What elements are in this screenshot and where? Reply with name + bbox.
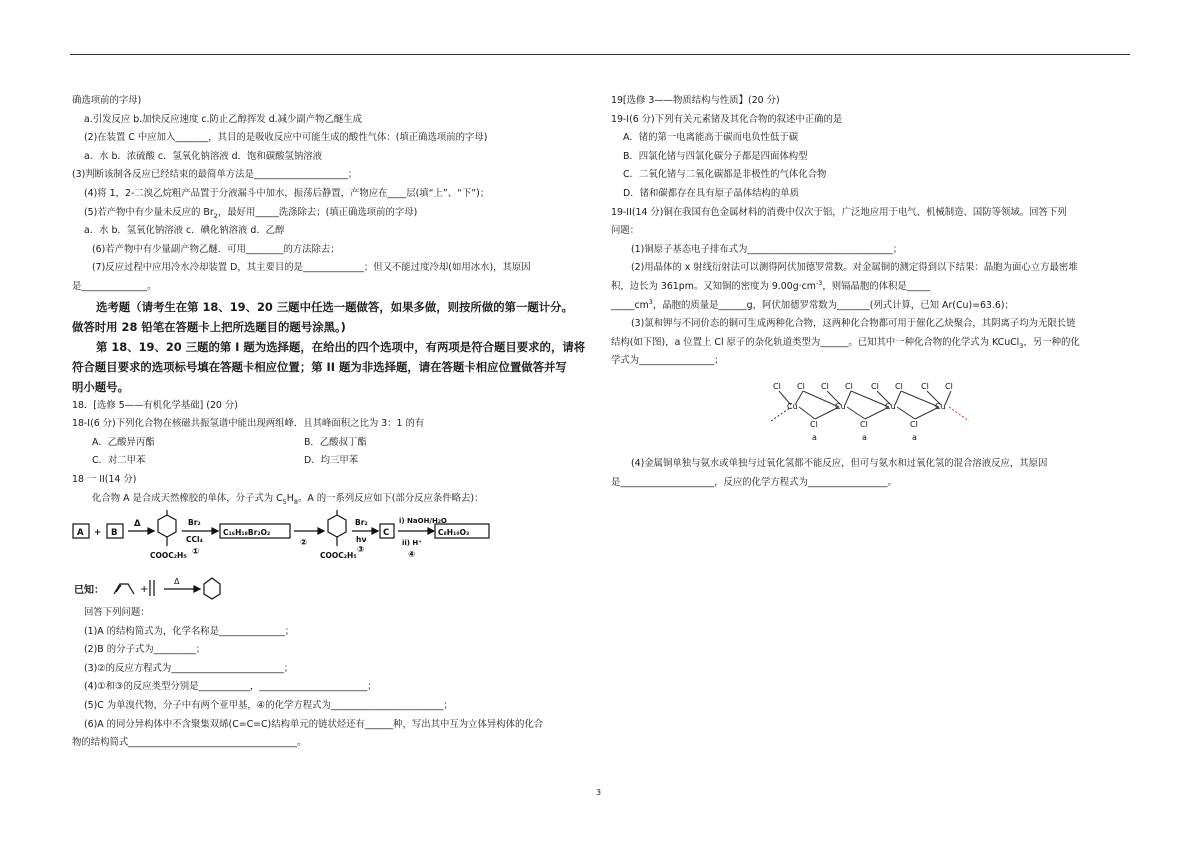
instruction-bold: 第 18、19、20 三题的第 I 题为选择题，在给出的四个选项中，有两项是符合题目要求的，请将 xyxy=(96,339,586,354)
question-line: (4)①和③的反应类型分别是___________，_______________________； xyxy=(84,681,377,693)
chain-bond xyxy=(851,391,889,407)
step-1: ① xyxy=(192,547,200,558)
question-line: (4)金属铜单独与氨水或单独与过氧化氢都不能反应，但可与氨水和过氧化氢的混合溶液反应，其原因 xyxy=(631,457,1048,469)
right-column xyxy=(611,92,1131,492)
reagent-br2: Br₂ xyxy=(355,518,368,528)
question-line: (4)将 1，2-二溴乙烷粗产品置于分液漏斗中加水，振荡后静置，产物应在____层(填“上”、“下”)； xyxy=(84,187,490,199)
question-line: (2)B 的分子式为_________； xyxy=(84,644,206,656)
reaction-scheme xyxy=(72,510,592,572)
reagent-naoh: i) NaOH/H₂O xyxy=(399,517,447,526)
atom-cl: Cl xyxy=(821,381,829,391)
atom-cl: Cl xyxy=(845,381,853,391)
atom-cl: Cl xyxy=(895,381,903,391)
reaction-scheme-diagram xyxy=(72,510,492,572)
atom-cl: Cl xyxy=(871,381,879,391)
text-run: ，另一种的化 xyxy=(1023,336,1080,348)
atom-cu: Cu xyxy=(787,401,798,411)
atom-cl: Cl xyxy=(810,419,818,429)
text-line: 问题： xyxy=(611,225,640,237)
question-line xyxy=(611,334,1131,353)
question-line: (3)②的反应方程式为________________________； xyxy=(84,662,294,674)
text-run: (5)若产物中有少量未反应的 Br xyxy=(84,206,214,218)
chain-bond xyxy=(845,391,851,405)
text-run: 化合物 A 是合成天然橡胶的单体，分子式为 C xyxy=(92,492,283,504)
chain-bond xyxy=(901,391,939,407)
question-line: (6)若产物中有少量副产物乙醚．可用________的方法除去； xyxy=(92,243,340,255)
chain-bond xyxy=(949,407,969,421)
question-line xyxy=(72,204,592,223)
question-line: (3)判断该制各反应已经结束的最简单方法是____________________； xyxy=(72,169,358,181)
atom-cl: Cl xyxy=(797,381,805,391)
cyclohexene-ring xyxy=(158,515,176,537)
reagent-br2: Br₂ xyxy=(188,518,201,528)
delta-label: Δ xyxy=(174,577,180,587)
text-run: 。A 的一系列反应如下(部分反应条件略去)： xyxy=(298,492,484,504)
position-a: a xyxy=(862,432,867,442)
arrow-head xyxy=(194,586,200,592)
section-title: 19[选修 3——物质结构与性质】(20 分) xyxy=(611,95,780,106)
question-line: (1)铜原子基态电子排布式为_______________________________； xyxy=(631,243,903,255)
superscript: -3 xyxy=(815,278,823,287)
ester-label: COOC₂H₅ xyxy=(150,551,187,561)
atom-cl: Cl xyxy=(860,419,868,429)
atom-cl: Cl xyxy=(921,381,929,391)
option-b: B．四氯化锗与四氯化碳分子都是四面体构型 xyxy=(623,150,808,162)
question-line: 是____________________，反应的化学方程式为_________________。 xyxy=(611,476,897,488)
chain-bond xyxy=(847,407,865,419)
plus-sign: + xyxy=(94,528,102,539)
instruction-bold: 明小题号。 xyxy=(72,379,129,394)
chain-structure-diagram xyxy=(769,377,989,447)
arrow-head xyxy=(318,528,324,534)
arrow-head xyxy=(428,528,434,534)
question-line: 19-I(6 分)下列有关元素锗及其化合物的叙述中正确的是 xyxy=(611,113,843,125)
label-a: A xyxy=(77,528,84,539)
question-line: (6)A 的同分异构体中不含聚集双烯(C=C=C)结构单元的链状烃还有______种，写出其中互为立体异构体的化合 xyxy=(84,718,544,730)
instruction-bold: 做答时用 28 铅笔在答题卡上把所选题目的题号涂黑。) xyxy=(72,319,346,334)
option-row: a．水 b．浓硫酸 c．氢氧化钠溶液 d．饱和碳酸氢钠溶液 xyxy=(84,150,322,162)
option-d: D．均三甲苯 xyxy=(304,455,359,467)
cyclohexene-ring xyxy=(328,515,346,537)
option-c: C．对二甲苯 xyxy=(92,455,146,467)
reagent-hv: hν xyxy=(356,535,367,545)
option-row: a．水 b．氢氧化钠溶液 c．碘化钠溶液 d．乙醇 xyxy=(84,225,285,237)
arrow-head xyxy=(212,528,218,534)
option-b: B．乙酸叔丁酯 xyxy=(304,436,367,448)
text-run: ，最好用_____洗涤除去；(填正确选项前的字母) xyxy=(217,206,418,218)
delta-label: Δ xyxy=(134,519,141,530)
instruction-bold: 选考题（请考生在第 18、19、20 三题中任选一题做答，如果多做，则按所做的第一题计分。 xyxy=(96,299,573,314)
section-title: 18．[选修 5——有机化学基础] (20 分) xyxy=(72,399,238,411)
label-b: B xyxy=(111,528,118,539)
header-rule xyxy=(70,54,1130,55)
reagent-ccl4: CCl₄ xyxy=(186,535,203,545)
option-row xyxy=(72,434,592,453)
subscript: 5 xyxy=(282,497,287,506)
known-reaction-diagram xyxy=(72,572,252,604)
product-formula-2: C₈H₁₀O₃ xyxy=(438,528,470,538)
page-number: 3 xyxy=(596,788,602,797)
section-title: 18 一 II(14 分) xyxy=(72,473,137,485)
chain-bond xyxy=(803,391,839,407)
question-line xyxy=(611,297,1131,316)
question-line: (2)用晶体的 x 射线衍射法可以测得阿伏加德罗常数。对金属铜的测定得到以下结果：晶胞为面心立方最密堆 xyxy=(631,262,1078,274)
arrow-head xyxy=(148,528,154,534)
reagent-acid: ii) H⁺ xyxy=(402,539,422,548)
question-line: (3)氯和钾与不同价态的铜可生成两种化合物，这两种化合物都可用于催化乙炔聚合，其阴离子均为无限长链 xyxy=(631,318,1076,330)
question-line: (5)C 为单溴代物，分子中有两个亚甲基，④的化学方程式为________________________； xyxy=(84,700,453,712)
question-line: 物的结构简式____________________________________。 xyxy=(72,737,307,749)
option-c: C．二氧化锗与二氧化碳都是非极性的气体化合物 xyxy=(623,169,827,181)
atom-cl: Cl xyxy=(945,381,953,391)
step-3: ③ xyxy=(357,545,365,556)
chain-bond xyxy=(945,391,951,405)
step-4: ④ xyxy=(408,550,416,561)
atom-cl: Cl xyxy=(773,381,781,391)
chain-bond xyxy=(799,407,815,419)
butadiene xyxy=(114,584,134,594)
atom-cu: Cu xyxy=(885,401,896,411)
question-line: (2)在装置 C 中应加入_______，其目的是吸收反应中可能生成的酸性气体：(填正确选项前的字母) xyxy=(84,132,488,144)
option-a: A．乙酸异丙酯 xyxy=(92,436,155,448)
question-line: (1)A 的结构简式为，化学名称是______________； xyxy=(84,625,295,637)
known-label: 已知： xyxy=(74,585,104,597)
chain-bond xyxy=(897,407,915,419)
left-column xyxy=(72,92,592,753)
question-line: 是______________。 xyxy=(72,280,157,292)
text-run: _____cm xyxy=(611,299,649,311)
text-run: ，晶胞的质量是______g，阿伏加德罗常数为_______(列式计算，已知 Ar(Cu)=63.6)； xyxy=(652,299,1014,311)
atom-cl: Cl xyxy=(910,419,918,429)
option-d: D．锗和碳都存在具有原子晶体结构的单质 xyxy=(623,187,799,199)
question-line: 学式为________________； xyxy=(611,355,724,367)
subscript: 2 xyxy=(213,211,218,220)
option-row xyxy=(72,452,592,471)
text-line: 回答下列问题： xyxy=(84,607,150,619)
question-line: 18-I(6 分)下列化合物在核磁共振氢谱中能出现两组峰．且其峰面积之比为 3：1 的有 xyxy=(72,418,425,430)
cyclohexene-ring xyxy=(204,578,220,599)
text-line: 确选项前的字母) xyxy=(72,95,142,106)
atom-cu: Cu xyxy=(935,401,946,411)
plus-sign: + xyxy=(140,584,149,596)
atom-cu: Cu xyxy=(835,401,846,411)
position-a: a xyxy=(812,432,817,442)
question-line: (7)反应过程中应用冷水冷却装置 D，其主要目的是_____________；但又不能过度冷却(如用冰水)，其原因 xyxy=(92,262,531,274)
chain-bond xyxy=(895,391,901,405)
option-row: a.引发反应 b.加快反应速度 c.防止乙醇挥发 d.减少副产物乙醚生成 xyxy=(84,113,363,125)
question-line: 19-II(14 分)铜在我国有色金属材料的消费中仅次于铝，广泛地应用于电气、机械制造、国防等领域。回答下列 xyxy=(611,206,1067,218)
product-formula-1: C₁₆H₁₈Br₂O₂ xyxy=(223,528,271,538)
position-a: a xyxy=(912,432,917,442)
question-line xyxy=(611,278,1131,297)
question-line xyxy=(72,490,592,509)
text-run: 积，边长为 361pm。又知铜的密度为 9.00g·cm xyxy=(611,280,816,292)
known-reaction xyxy=(72,572,592,604)
chain-structure xyxy=(611,377,1131,447)
label-c: C xyxy=(383,528,390,539)
arrow-head xyxy=(372,528,378,534)
text-run: H xyxy=(286,492,294,504)
subscript: 3 xyxy=(1019,341,1024,350)
subscript: 8 xyxy=(293,497,298,506)
instruction-bold: 符合题目要求的选项标号填在答题卡相应位置；第 II 题为非选择题，请在答题卡相应位置做答并写 xyxy=(72,359,567,374)
superscript: 3 xyxy=(648,297,653,306)
text-run: 结构(如下图)，a 位置上 Cl 原子的杂化轨道类型为______。已知其中一种化合物的化学式为 KCuCl xyxy=(611,336,1020,348)
text-run: ，则镉晶胞的体积是_____ xyxy=(822,280,931,292)
option-a: A．锗的第一电离能高于碳而电负性低于碳 xyxy=(623,132,799,144)
ester-label: COOC₂H₅ xyxy=(320,551,357,561)
step-2: ② xyxy=(300,538,308,549)
